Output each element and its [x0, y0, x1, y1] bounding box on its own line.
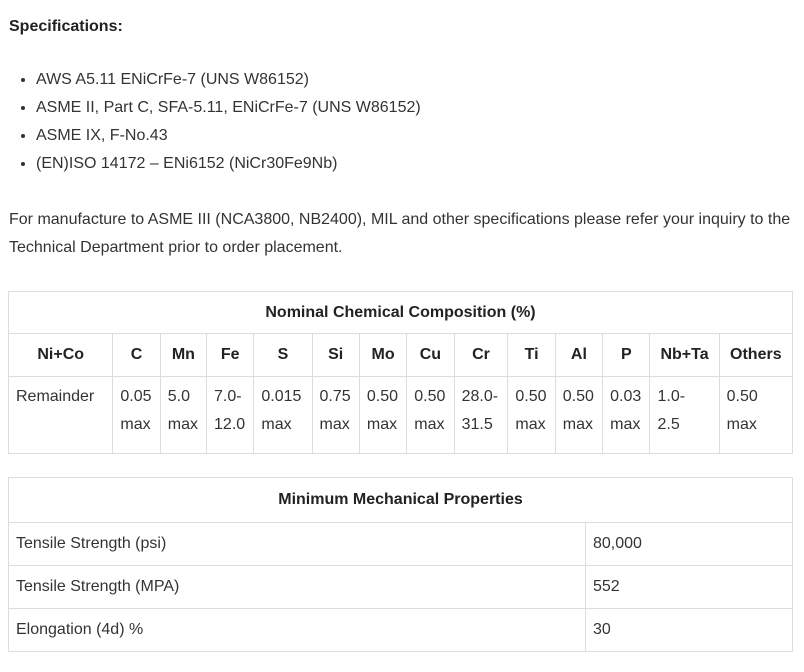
chemical-composition-table — [8, 291, 793, 454]
specifications-list — [0, 66, 421, 178]
spec-item: • (EN)ISO 14172 – ENi6152 (NiCr30Fe9Nb) — [36, 150, 421, 178]
element-header: Si — [312, 334, 359, 377]
table-row — [9, 566, 793, 609]
element-header: C — [113, 334, 160, 377]
element-header: Ti — [508, 334, 555, 377]
property-label: Tensile Strength (MPA) — [9, 566, 586, 609]
composition-value: 0.50 max — [719, 377, 792, 454]
property-label: Tensile Strength (psi) — [9, 523, 586, 566]
composition-value: 0.015 max — [254, 377, 312, 454]
composition-value: 7.0- 12.0 — [207, 377, 254, 454]
chemical-header-row — [9, 334, 793, 377]
property-value: 80,000 — [586, 523, 793, 566]
composition-value: 0.50 max — [407, 377, 454, 454]
chemical-value-row — [9, 377, 793, 454]
composition-value: 0.75 max — [312, 377, 359, 454]
element-header: Mo — [359, 334, 406, 377]
property-value: 552 — [586, 566, 793, 609]
composition-value: 0.03 max — [603, 377, 650, 454]
composition-value: Remainder — [9, 377, 113, 454]
table-row — [9, 523, 793, 566]
composition-value: 28.0- 31.5 — [454, 377, 508, 454]
spec-item: • ASME IX, F-No.43 — [36, 122, 421, 150]
composition-value: 0.50 max — [359, 377, 406, 454]
mechanical-table-title: Minimum Mechanical Properties — [9, 478, 793, 523]
element-header: Ni+Co — [9, 334, 113, 377]
table-row — [9, 609, 793, 652]
ordering-note: For manufacture to ASME III (NCA3800, NB2400), MIL and other specifications please refer your inquiry to the Technical Department prior to order placement. — [9, 211, 791, 256]
element-header: Cu — [407, 334, 454, 377]
composition-value: 0.50 max — [508, 377, 555, 454]
spec-item: • AWS A5.11 ENiCrFe-7 (UNS W86152) — [36, 66, 421, 94]
element-header: P — [603, 334, 650, 377]
property-value: 30 — [586, 609, 793, 652]
property-label: Elongation (4d) % — [9, 609, 586, 652]
element-header: Others — [719, 334, 792, 377]
mechanical-properties-table — [8, 477, 793, 652]
spec-item: • ASME II, Part C, SFA-5.11, ENiCrFe-7 (UNS W86152) — [36, 94, 421, 122]
composition-value: 5.0 max — [160, 377, 206, 454]
element-header: Mn — [160, 334, 206, 377]
specifications-heading: Specifications: — [9, 18, 123, 35]
element-header: Nb+Ta — [650, 334, 719, 377]
element-header: S — [254, 334, 312, 377]
chemical-table-title: Nominal Chemical Composition (%) — [9, 292, 793, 334]
element-header: Al — [555, 334, 602, 377]
element-header: Fe — [207, 334, 254, 377]
composition-value: 1.0- 2.5 — [650, 377, 719, 454]
composition-value: 0.05 max — [113, 377, 160, 454]
composition-value: 0.50 max — [555, 377, 602, 454]
element-header: Cr — [454, 334, 508, 377]
